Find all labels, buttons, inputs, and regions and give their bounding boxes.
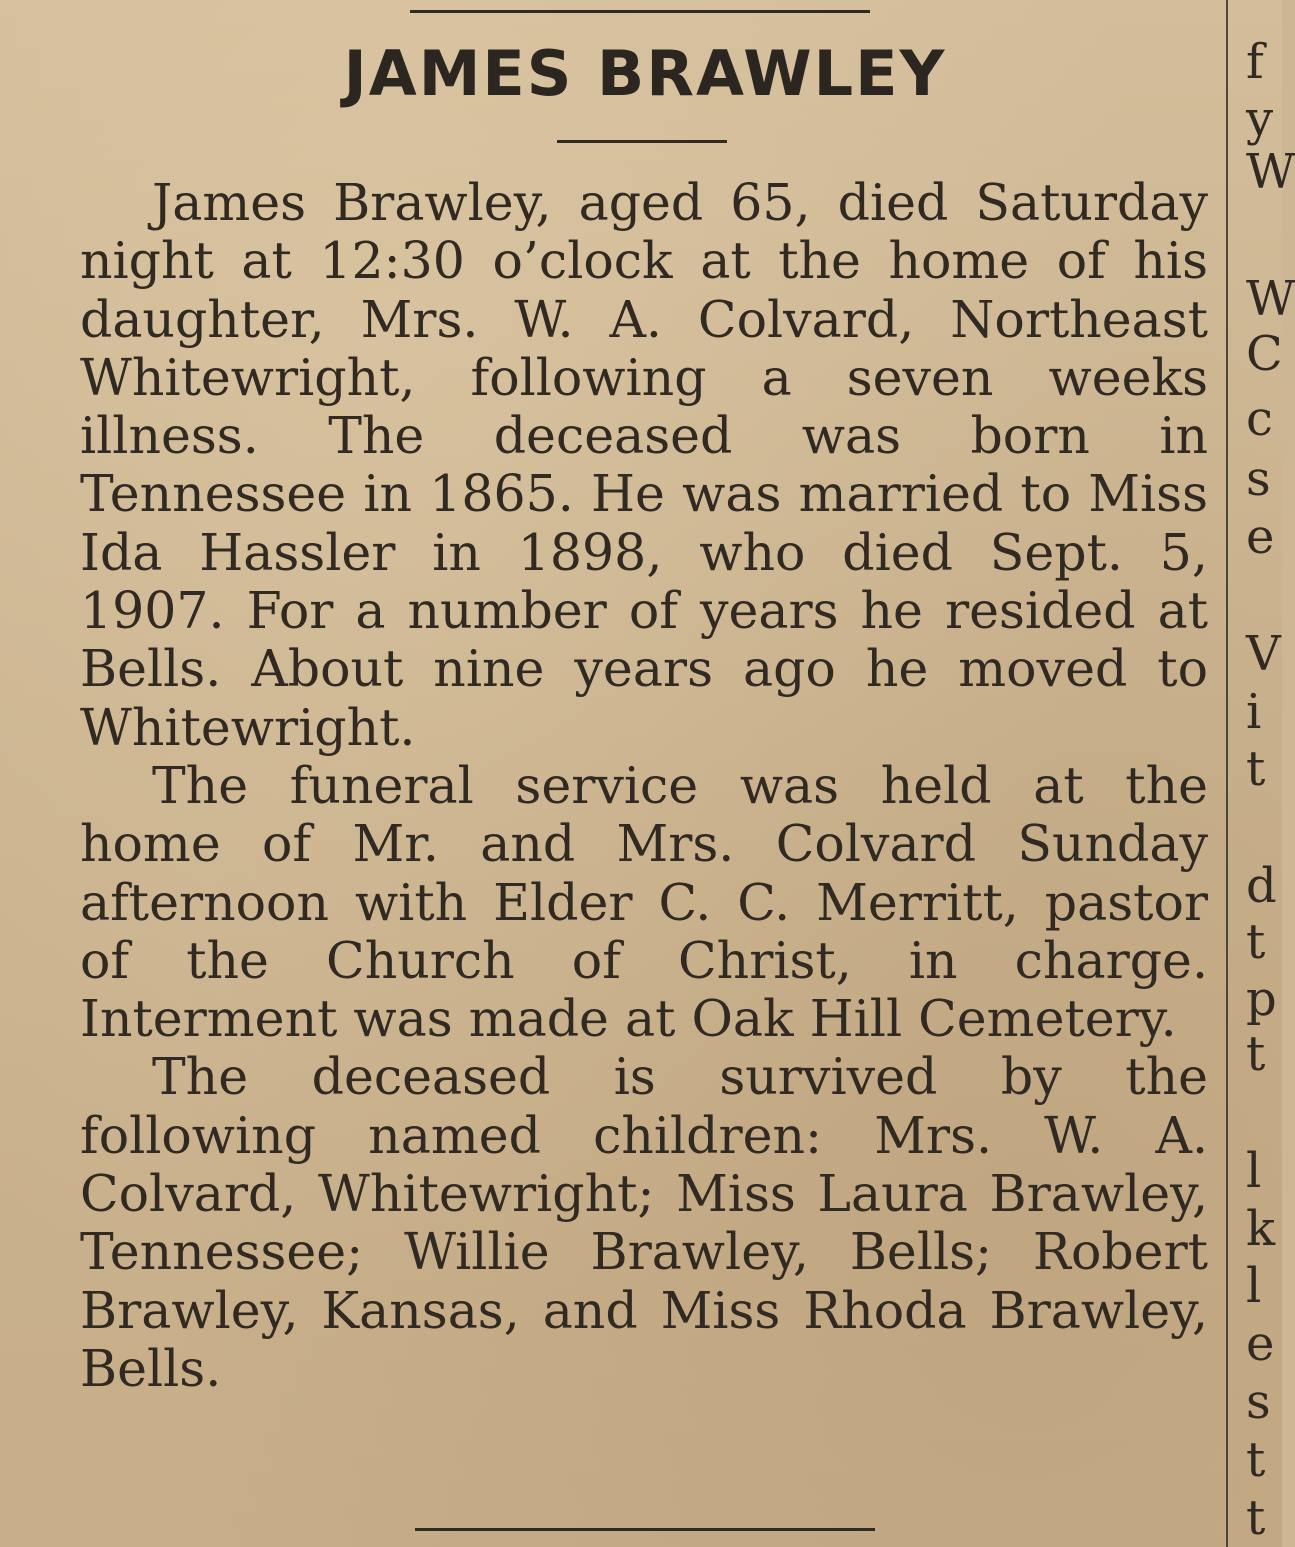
adjacent-letter: p [1246, 971, 1277, 1027]
headline: JAMES BRAWLEY [343, 37, 947, 110]
adjacent-letter: l [1246, 1258, 1262, 1314]
adjacent-letter: y [1246, 91, 1274, 147]
adjacent-letter: V [1246, 626, 1281, 682]
obituary-article [80, 174, 1208, 1398]
paragraph-2: The funeral service was held at the home of Mr. and Mrs. Colvard Sunday afternoon with Elder C. C. Merritt, pastor of the Church of Christ, in charge. Interment was made at Oak Hill Cemetery. [80, 755, 1208, 1049]
bottom-rule [415, 1528, 875, 1531]
adjacent-letter: C [1246, 326, 1283, 382]
headline-rule [557, 140, 727, 143]
paragraph-3: The deceased is survived by the following named children: Mrs. W. A. Colvard, Whitewright; Miss Laura Brawley, Tennessee; Willie Brawley, Bells; Robert Brawley, Kansas, and Miss Rhoda Brawley, Bells. [80, 1047, 1208, 1398]
adjacent-column-fragment [1240, 0, 1295, 1547]
adjacent-letter: k [1246, 1201, 1276, 1257]
adjacent-letter: f [1246, 34, 1264, 90]
adjacent-letter: i [1246, 684, 1262, 740]
adjacent-letter: e [1246, 1316, 1275, 1372]
adjacent-letter: s [1246, 451, 1271, 507]
adjacent-letter: l [1246, 1143, 1262, 1199]
adjacent-letter: t [1246, 1026, 1266, 1082]
adjacent-letter: t [1246, 914, 1266, 970]
column-divider [1226, 0, 1228, 1547]
adjacent-letter: W [1246, 144, 1295, 200]
adjacent-letter: W [1246, 271, 1295, 327]
adjacent-letter: t [1246, 741, 1266, 797]
adjacent-letter: c [1246, 391, 1273, 447]
adjacent-letter: d [1246, 858, 1277, 914]
adjacent-letter: t [1246, 1432, 1266, 1488]
adjacent-letter: e [1246, 509, 1275, 565]
top-rule [410, 10, 870, 13]
adjacent-letter: s [1246, 1374, 1271, 1430]
paragraph-1: James Brawley, aged 65, died Saturday night at 12:30 o’clock at the home of his daughter, Mrs. W. A. Colvard, Northeast Whitewright, following a seven weeks illness. The deceased was born in Tennessee in 1865. He was married to Miss Ida Hassler in 1898, who died Sept. 5, 1907. For a number of years he resided at Bells. About nine years ago he moved to Whitewright. [80, 173, 1208, 757]
adjacent-letter: t [1246, 1490, 1266, 1546]
